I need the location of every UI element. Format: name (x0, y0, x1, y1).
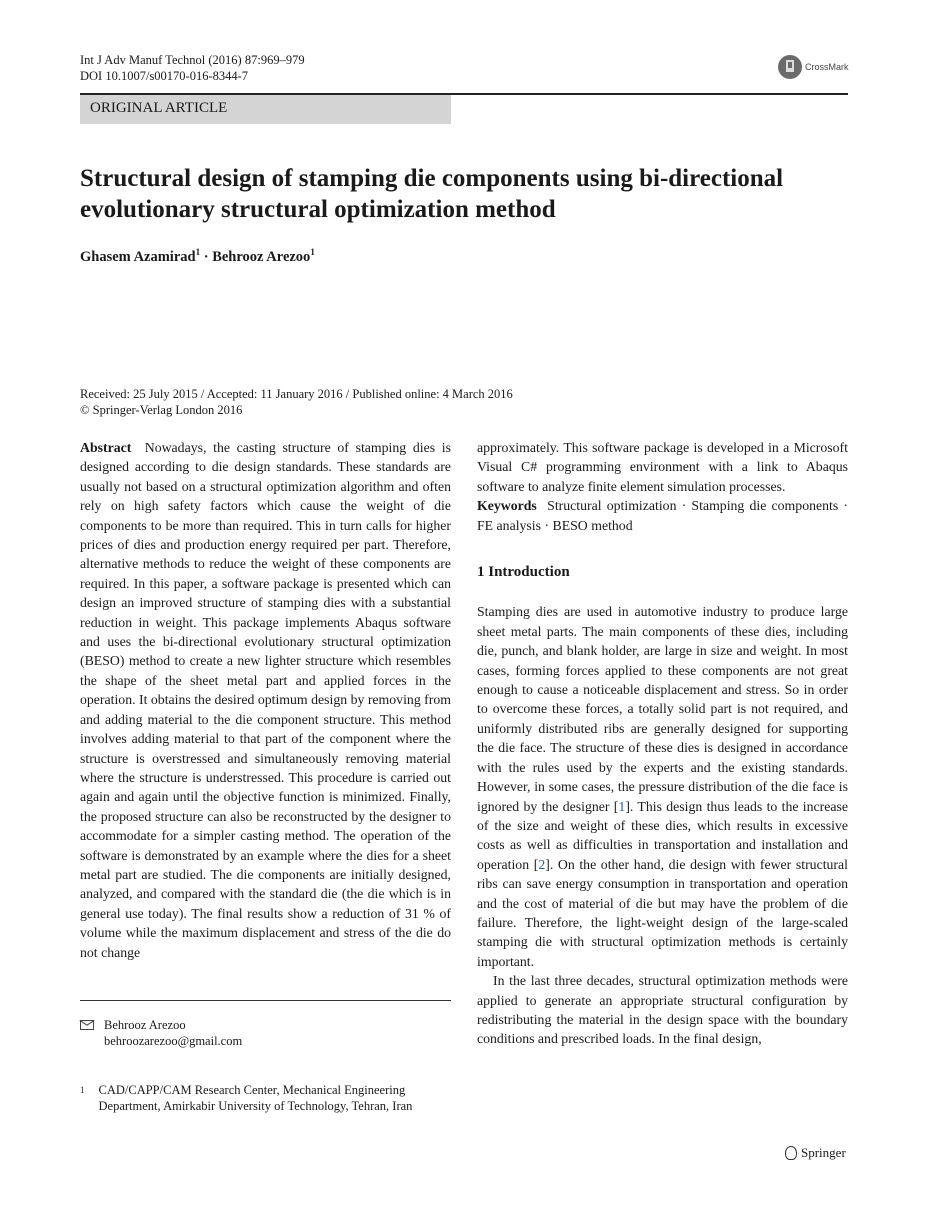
springer-horse-icon (785, 1146, 797, 1160)
footnote-rule (80, 1000, 451, 1001)
affiliation-marker: 1 (310, 247, 315, 257)
affiliation-footnote (80, 1082, 429, 1114)
publisher-name: Springer (801, 1145, 846, 1160)
publisher-logo (785, 1145, 846, 1161)
envelope-icon (80, 1020, 94, 1030)
section-heading-introduction: 1 Introduction (477, 564, 570, 581)
affiliation-number: 1 (80, 1085, 85, 1095)
paper-title: Structural design of stamping die components using bi-directional evolutionary structural optimization method (80, 165, 784, 223)
intro-text: ]. On the other hand, die design with fewer structural ribs can save energy consumption in transportation and operation and the cost of material of die but may have the problem of die failure. Therefore, the light-weight design of the large-scaled stamping die with structural optimization methods is certainly important. (477, 856, 848, 969)
crossmark-label: CrossMark (805, 62, 849, 72)
journal-info (80, 52, 305, 84)
keywords (477, 496, 848, 535)
affiliation-marker: 1 (195, 247, 201, 257)
history-dates: Received: 25 July 2015 / Accepted: 11 January 2016 / Published online: 4 March 2016 (80, 387, 513, 401)
intro-paragraph-1 (477, 602, 848, 971)
corresponding-name: Behrooz Arezoo (104, 1018, 186, 1032)
article-type-banner: ORIGINAL ARTICLE (80, 95, 451, 124)
corresponding-author (80, 1017, 242, 1049)
author-name[interactable]: Ghasem Azamirad (80, 248, 196, 265)
abstract-text: Nowadays, the casting structure of stamping dies is designed according to die design standards. These standards are usually not based on a structural optimization algorithm and often rely on high safety factors which cause the weight of die components to be more than required. This in turn calls for higher prices of dies and production energy required per part. Therefore, alternative methods to reduce the weight of these components are required. In this paper, a software package is presented which can design an improved structure of stamping dies with a substantial reduction in weight. This package implements Abaqus software and uses the bi-directional evolutionary structural optimization (BESO) method to create a new lighter structure which resembles the shape of the sheet metal part and applied forces in the operation. It obtains the desired optimum design by removing from and adding material to the die component structure. This method involves adding material to that part of the component where the structure is overstressed and simultaneously removing material where the structure is understressed. This procedure is carried out again and again until the objective function is minimized. Finally, the proposed structure can also be reconstructed by the designer to accommodate for a simpler casting method. The operation of the software is demonstrated by an example where the dies for a sheet metal part are studied. The die components are initially designed, analyzed, and compared with the standard die (the die which is in general use today). The final results show a reduction of 31 % of volume while the maximum displacement and stress of the die do not change (80, 440, 451, 960)
crossmark-badge[interactable] (778, 55, 849, 79)
copyright: © Springer-Verlag London 2016 (80, 403, 243, 417)
citation-link[interactable]: 2 (538, 856, 546, 872)
left-column (80, 438, 451, 962)
right-column (477, 438, 848, 1049)
author-separator: · (200, 248, 213, 265)
keywords-label: Keywords (477, 498, 537, 514)
journal-citation: Int J Adv Manuf Technol (2016) 87:969–979 (80, 53, 305, 67)
corresponding-email[interactable]: behroozarezoo@gmail.com (104, 1034, 243, 1048)
intro-text: ]. This design thus leads to the increase of the size and weight of these dies, which results in excessive costs as well as difficulties in transportation and installation and operation [ (477, 798, 848, 872)
author-name[interactable]: Behrooz Arezoo (212, 248, 311, 265)
abstract-label: Abstract (80, 440, 132, 455)
intro-paragraph-2: In the last three decades, structural optimization methods were applied to generate an appropriate structural configuration by redistributing the material in the design space with the boundary conditions and prescribed loads. In the final design, (477, 973, 848, 1047)
publication-dates (80, 386, 513, 418)
doi[interactable]: DOI 10.1007/s00170-016-8344-7 (80, 69, 249, 83)
author-list (80, 247, 315, 266)
crossmark-icon (778, 55, 802, 79)
intro-text: Stamping dies are used in automotive industry to produce large sheet metal parts. The main components of these dies, including die, punch, and blank holder, are large in size and weight. In most cases, forming forces applied to these components are not great enough to cause a noticeable displacement and stress. So in order to overcome these forces, a totally solid part is not required, and uniformly distributed ribs are generally designed for supporting the die face. The structure of these dies is designed in accordance with the rules used by the experts and the existing standards. However, in some cases, the pressure distribution of the die face is ignored by the designer [ (477, 604, 848, 814)
abstract-continuation: approximately. This software package is developed in a Microsoft Visual C# programming environment with a link to Abaqus software to analyze finite element simulation processes. (477, 440, 848, 494)
abstract (80, 438, 451, 962)
keywords-text: Structural optimization · Stamping die components · FE analysis · BESO method (477, 498, 848, 533)
affiliation-text: CAD/CAPP/CAM Research Center, Mechanical Engineering Department, Amirkabir University of Technology, Tehran, Iran (98, 1083, 413, 1113)
citation-link[interactable]: 1 (618, 798, 626, 814)
